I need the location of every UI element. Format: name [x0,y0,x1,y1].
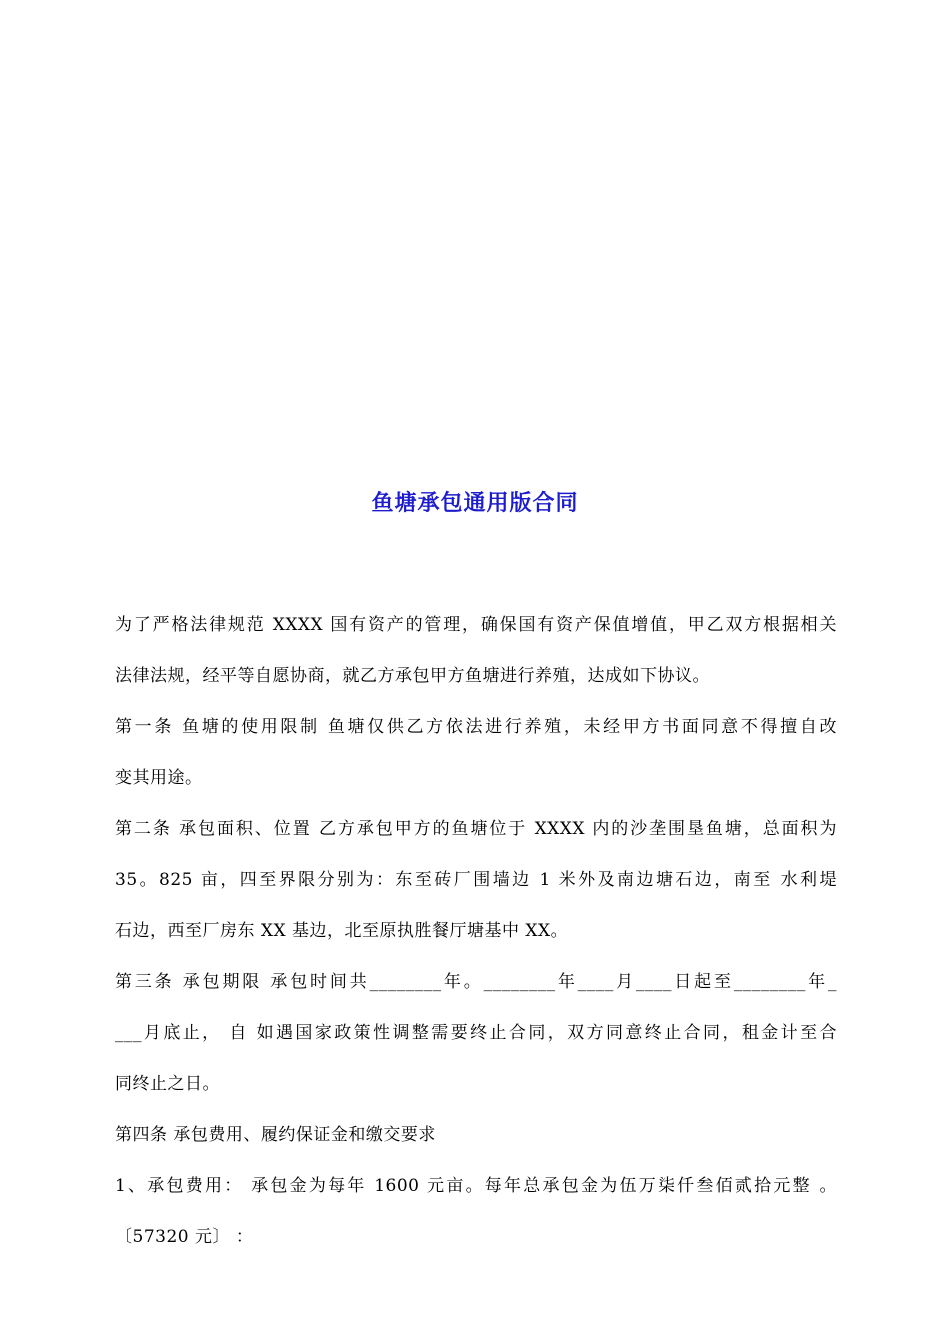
document-title: 鱼塘承包通用版合同 [371,491,579,516]
paragraph-line: 石边，西至厂房东 XX 基边，北至原执胜餐厅塘基中 XX。 [115,921,569,941]
paragraph-line: 第一条 鱼塘的使用限制 鱼塘仅供乙方依法进行养殖，未经甲方书面同意不得擅自改 [115,717,837,737]
paragraph-line: 第三条 承包期限 承包时间共________年。________年____月____日起至________年_ [115,972,837,992]
paragraph-line: ___月底止， 自 如遇国家政策性调整需要终止合同，双方同意终止合同，租金计至合 [115,1023,837,1043]
document-body [115,600,837,1263]
paragraph-line: 第二条 承包面积、位置 乙方承包甲方的鱼塘位于 XXXX 内的沙垄围垦鱼塘，总面积为 [115,819,837,839]
paragraph-line: 〔57320 元〕 ： [115,1227,254,1247]
paragraph-line: 同终止之日。 [115,1074,220,1094]
paragraph-line: 35。825 亩，四至界限分别为：东至砖厂围墙边 1 米外及南边塘石边，南至 水利堤 [115,870,837,890]
paragraph-line: 变其用途。 [115,768,203,788]
paragraph-line: 第四条 承包费用、履约保证金和缴交要求 [115,1125,436,1145]
paragraph-line: 法律法规，经平等自愿协商，就乙方承包甲方鱼塘进行养殖，达成如下协议。 [115,666,710,686]
paragraph-line: 1、承包费用： 承包金为每年 1600 元亩。每年总承包金为伍万柒仟叁佰贰拾元整 。 [115,1176,837,1196]
paragraph-line: 为了严格法律规范 XXXX 国有资产的管理，确保国有资产保值增值，甲乙双方根据相关 [115,615,837,635]
